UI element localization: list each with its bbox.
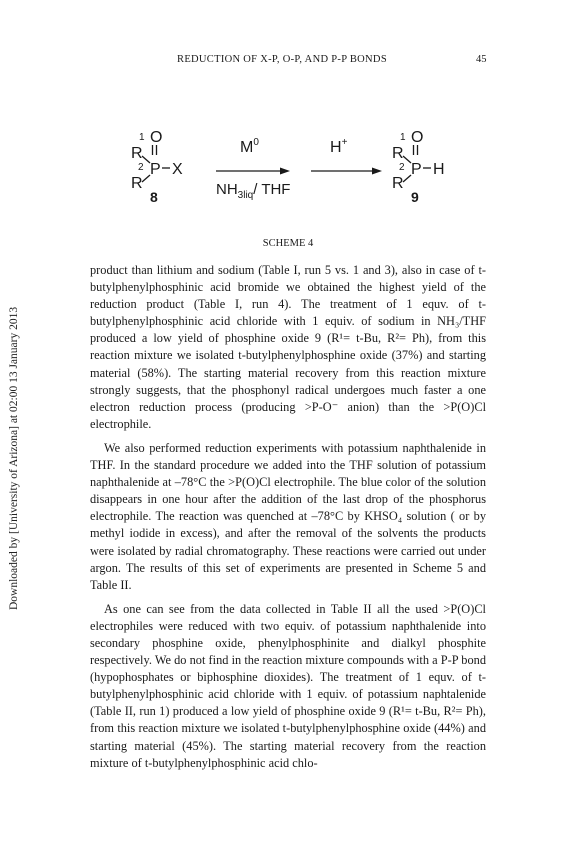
phosphorus-atom: P bbox=[411, 161, 422, 178]
compound-8 bbox=[131, 129, 183, 205]
leaving-group-x: X bbox=[172, 161, 183, 178]
r2-bond bbox=[403, 175, 411, 182]
compound-number-9: 9 bbox=[411, 189, 419, 205]
reagent-metal: $M^0$ bbox=[240, 137, 259, 156]
arrow-2-head bbox=[372, 168, 382, 175]
reaction-arrow-1 bbox=[216, 137, 290, 201]
carbonyl-oxygen: O bbox=[150, 129, 163, 146]
r-group-1: R bbox=[392, 145, 404, 162]
compound-number-8: 8 bbox=[150, 189, 158, 205]
r2-superscript: 2 bbox=[138, 162, 144, 173]
paragraph-3: As one can see from the data collected in Table II all the used >P(O)Cl electrophiles were reduced with two equiv. of potassium naphthalenide into secondary phosphine oxide, phenylphosphinite and dialkyl phosphite respectively. We do not find in the reaction mixture compounds with a P-P bond (hypophosphates or biphosphine dioxides). The treatment of 1 equv. of t-butylphenylphosphinic acid chloride with 1 equiv. of potassium naphtalenide (Table II, run 1) produced a low yield of phosphine oxide 9 (R¹= t-Bu, R²= Ph), from this reaction mixture we isolated t-butylphenylphosphine oxide (44%) and starting material (45%). The starting material recovery from the reaction mixture of t-butylphenylphosphinic acid chlo- bbox=[90, 601, 486, 770]
reaction-arrow-2 bbox=[311, 137, 382, 175]
hydrogen-atom: H bbox=[433, 161, 445, 178]
scheme-4-diagram bbox=[0, 118, 576, 228]
r2-superscript: 2 bbox=[399, 162, 405, 173]
r1-superscript: 1 bbox=[400, 132, 406, 143]
r-group-1: R bbox=[131, 145, 143, 162]
r-group-2: R bbox=[131, 175, 143, 192]
scheme-caption: SCHEME 4 bbox=[262, 238, 314, 249]
running-header: REDUCTION OF X-P, O-P, AND P-P BONDS bbox=[177, 54, 387, 65]
paragraph-2: We also performed reduction experiments with potassium naphthalenide in THF. In the standard procedure we added into the THF solution of potassium naphthalenide at –78°C the >P(O)Cl electrophile. The blue color of the solution disappears in one hour after the addition of the last drop of the phosphorus electrophile. The reaction was quenched at –78°C by KHSO₄ solution ( or by methyl iodide in excess), and after the removal of the solvents the products were isolated by radial chromatography. These reactions were carried out under argon. The results of this set of experiments are presented in Scheme 5 and Table II. bbox=[90, 440, 486, 592]
phosphorus-atom: P bbox=[150, 161, 161, 178]
body-text bbox=[90, 262, 486, 779]
paragraph-1: product than lithium and sodium (Table I, run 5 vs. 1 and 3), also in case of t-butylphenylphosphinic acid bromide we obtained the highest yield of the reduction product (Table I, run 4). The treatment of 1 equv. of t-butylphenylphosphinic acid chloride with 1 equiv. of sodium in NH₃/THF produced a low yield of phosphine oxide 9 (R¹= t-Bu, R²= Ph), from this reaction mixture we isolated t-butylphenylphosphine oxide (37%) and starting material (58%). The starting material recovery from this reaction mixture strongly suggests, that the phosphonyl radical undergoes much faster a one electron reduction process (producing >P-O⁻ anion) than the >P(O)Cl electrophile. bbox=[90, 263, 486, 431]
page-number: 45 bbox=[476, 54, 487, 65]
download-watermark: Downloaded by [University of Arizona] at 02:00 13 January 2013 bbox=[8, 306, 20, 610]
carbonyl-oxygen: O bbox=[411, 129, 424, 146]
reagent-proton: H+ bbox=[330, 137, 348, 156]
r1-superscript: 1 bbox=[139, 132, 145, 143]
compound-9 bbox=[392, 129, 445, 205]
r2-bond bbox=[142, 175, 150, 182]
r-group-2: R bbox=[392, 175, 404, 192]
reagent-solvent: $NH_3liq/$ THF bbox=[216, 181, 291, 201]
arrow-1-head bbox=[280, 168, 290, 175]
